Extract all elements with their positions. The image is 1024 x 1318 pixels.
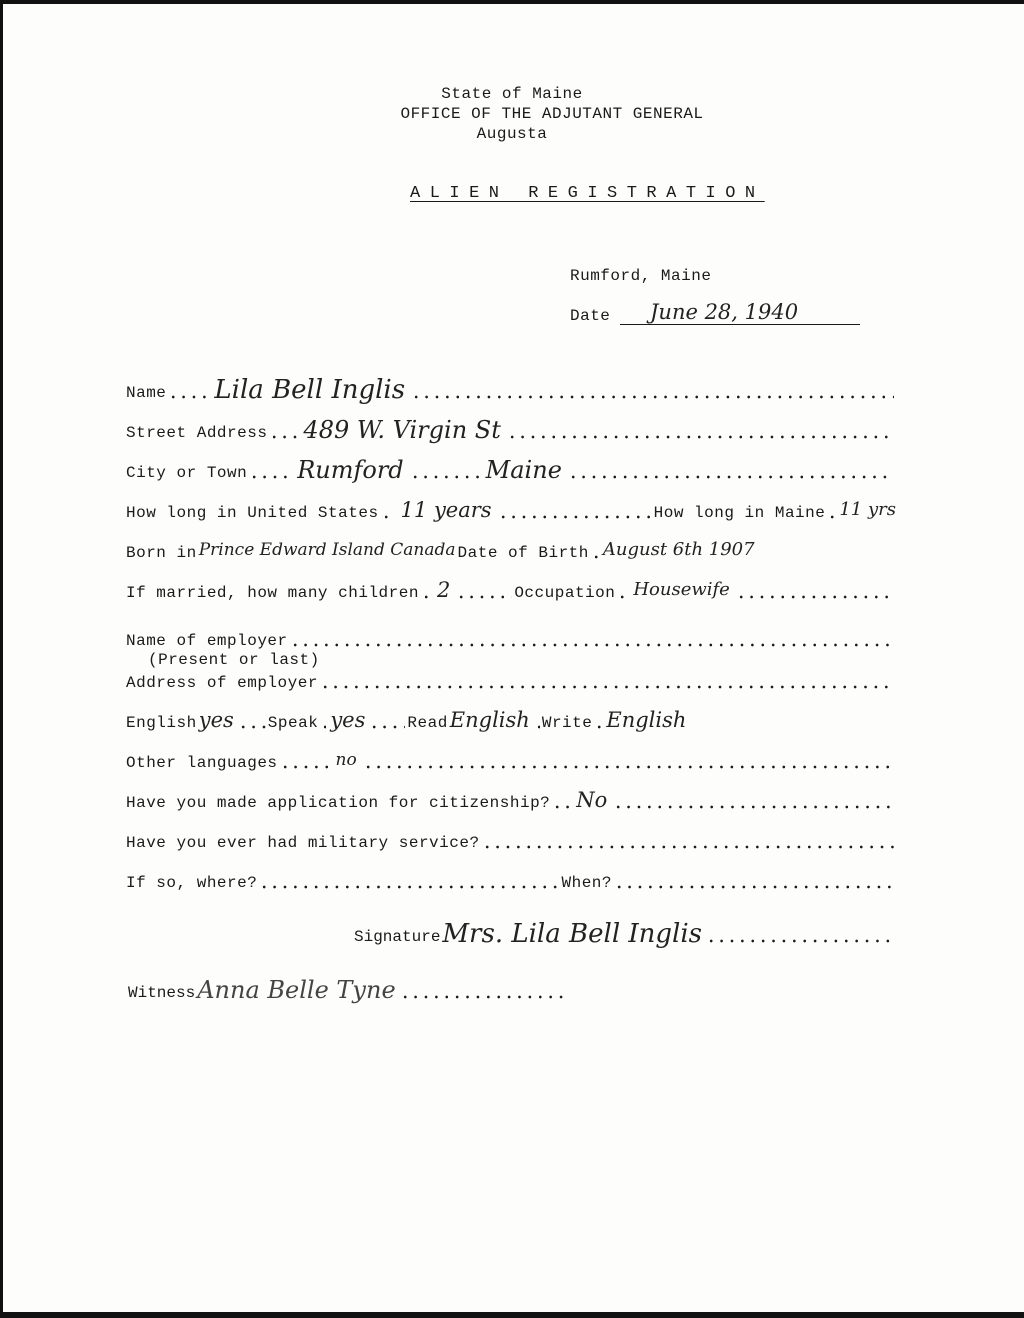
witness-label: Witness: [128, 984, 196, 1002]
dot-leader: [290, 643, 894, 647]
scan-border-bottom: [0, 1312, 1024, 1318]
row-english: [126, 708, 896, 732]
english-label: English: [126, 714, 197, 732]
how-long-us-value: 11 years: [400, 498, 492, 522]
dot-leader: [421, 595, 431, 599]
witness-value: Anna Belle Tyne: [197, 976, 396, 1004]
dot-leader: [238, 725, 266, 729]
street-label: Street Address: [126, 424, 268, 442]
write-value: English: [606, 708, 687, 732]
speak-label: Speak: [267, 714, 319, 732]
how-long-maine-label: How long in Maine: [653, 504, 826, 522]
dot-leader: [482, 845, 894, 849]
speak-value: yes: [330, 708, 366, 732]
row-citizenship: [126, 788, 896, 812]
occupation-label: Occupation: [514, 584, 616, 602]
citizenship-label: Have you made application for citizenship?: [126, 794, 551, 812]
header-office: OFFICE OF THE ADJUTANT GENERAL: [400, 105, 704, 123]
when-label: When?: [561, 874, 612, 892]
english-value: yes: [198, 708, 234, 732]
other-languages-value: no: [335, 750, 357, 770]
header-city: Augusta: [476, 125, 548, 143]
dob-value: August 6th 1907: [602, 539, 755, 560]
scan-border-left: [0, 0, 3, 1318]
row-street: [126, 418, 896, 442]
city-label: City or Town: [126, 464, 248, 482]
military-label: Have you ever had military service?: [126, 834, 480, 852]
dot-leader: [269, 435, 297, 439]
read-label: Read: [407, 714, 448, 732]
other-languages-label: Other languages: [126, 754, 278, 772]
name-label: Name: [126, 384, 167, 402]
write-label: Write: [541, 714, 593, 732]
row-where-when: [126, 868, 896, 892]
how-long-us-label: How long in United States: [126, 504, 379, 522]
dot-leader: [411, 395, 894, 399]
dot-leader: [617, 595, 627, 599]
row-employer: [126, 626, 896, 650]
dot-leader: [456, 595, 512, 599]
dot-leader: [168, 395, 208, 399]
dot-leader: [534, 725, 540, 729]
children-value: 2: [436, 578, 451, 602]
row-city: [126, 458, 896, 482]
dot-leader: [568, 475, 894, 479]
row-how-long: [126, 498, 896, 522]
dot-leader: [249, 475, 291, 479]
form-title: ALIEN REGISTRATION: [410, 184, 765, 203]
dot-leader: [259, 885, 559, 889]
row-born: [126, 538, 896, 562]
date-value: June 28, 1940: [620, 300, 860, 325]
row-witness: [128, 968, 566, 1002]
dob-label: Date of Birth: [457, 544, 589, 562]
citizenship-value: No: [576, 788, 608, 812]
how-long-maine-value: 11 yrs: [839, 499, 896, 520]
employer-label: Name of employer: [126, 632, 288, 650]
date-label: Date: [570, 307, 611, 325]
dot-leader: [381, 515, 395, 519]
dot-leader: [498, 515, 652, 519]
dot-leader: [363, 765, 894, 769]
read-value: English: [449, 708, 530, 732]
where-label: If so, where?: [126, 874, 258, 892]
dot-leader: [706, 939, 894, 943]
born-label: Born in: [126, 544, 197, 562]
dot-leader: [320, 725, 326, 729]
children-label: If married, how many children: [126, 584, 419, 602]
dot-leader: [614, 885, 894, 889]
dot-leader: [827, 515, 835, 519]
dot-leader: [591, 555, 599, 559]
signature-value: Mrs. Lila Bell Inglis: [442, 919, 703, 949]
dot-leader: [507, 435, 894, 439]
dot-leader: [320, 685, 894, 689]
row-name: [126, 375, 896, 405]
signature-label: Signature: [354, 928, 441, 946]
dot-leader: [280, 765, 330, 769]
scan-border-top: [0, 0, 1024, 4]
row-other-languages: [126, 748, 896, 772]
dot-leader: [400, 995, 564, 999]
dot-leader: [613, 805, 894, 809]
dot-leader: [594, 725, 602, 729]
dot-leader: [552, 805, 570, 809]
dot-leader: [736, 595, 894, 599]
row-signature: [354, 912, 896, 949]
city-value: Rumford: [297, 456, 404, 484]
dot-leader: [369, 725, 405, 729]
name-value: Lila Bell Inglis: [214, 375, 406, 405]
occupation-value: Housewife: [633, 579, 730, 600]
street-value: 489 W. Virgin St: [303, 416, 501, 444]
employer-address-label: Address of employer: [126, 674, 318, 692]
state-value: Maine: [485, 456, 562, 484]
header-state: State of Maine: [441, 85, 583, 103]
dot-leader: [410, 475, 480, 479]
row-children: [126, 578, 896, 602]
employer-sublabel: (Present or last): [148, 651, 320, 669]
born-value: Prince Edward Island Canada: [198, 540, 456, 560]
place: Rumford, Maine: [570, 267, 712, 285]
row-military: [126, 828, 896, 852]
row-employer-address: [126, 668, 896, 692]
